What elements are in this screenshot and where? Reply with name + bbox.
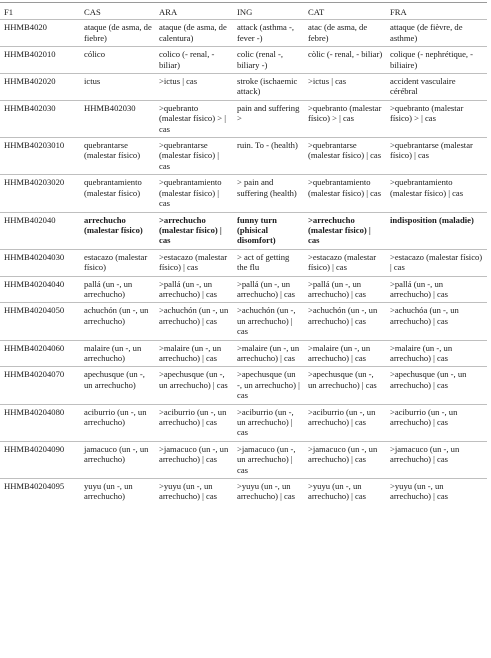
table-body xyxy=(0,20,487,505)
table-cell-ara: >ictus | cas xyxy=(155,74,233,101)
table-cell-ara: >quebrantarse (malestar físico) | cas xyxy=(155,138,233,175)
table-cell-fra: >apechusque (un -, un arrechucho) | cas xyxy=(386,367,487,404)
table-cell-fra: indisposition (maladie) xyxy=(386,212,487,249)
table-cell-ara: >achuchón (un -, un arrechucho) | cas xyxy=(155,303,233,340)
table-cell-cat: >quebrantamiento (malestar físico) | cas xyxy=(304,175,386,212)
table-cell-ing: >pallá (un -, un arrechucho) | cas xyxy=(233,276,304,303)
table-cell-cas: malaire (un -, un arrechucho) xyxy=(80,340,155,367)
table-row xyxy=(0,20,487,47)
table-cell-cas: quebrantarse (malestar físico) xyxy=(80,138,155,175)
table-cell-ara: >aciburrio (un -, un arrechucho) | cas xyxy=(155,404,233,441)
column-header-fra: FRA xyxy=(386,3,487,20)
table-cell-cas: yuyu (un -, un arrechucho) xyxy=(80,479,155,505)
table-cell-fra: >quebrantarse (malestar físico) | cas xyxy=(386,138,487,175)
table-cell-f1: HHMB40204080 xyxy=(0,404,80,441)
table-cell-ara: >estacazo (malestar físico) | cas xyxy=(155,249,233,276)
table-cell-ing: pain and suffering > xyxy=(233,100,304,137)
table-row xyxy=(0,175,487,212)
table-cell-fra: attaque (de fièvre, de asthme) xyxy=(386,20,487,47)
table-cell-fra: colique (- nephrétique, - biliaire) xyxy=(386,47,487,74)
table-cell-cat: >estacazo (malestar físico) | cas xyxy=(304,249,386,276)
table-cell-ing: >yuyu (un -, un arrechucho) | cas xyxy=(233,479,304,505)
table-cell-ing: > pain and suffering (health) xyxy=(233,175,304,212)
table-cell-cat: >jamacuco (un -, un arrechucho) | cas xyxy=(304,441,386,478)
table-cell-cas: aciburrio (un -, un arrechucho) xyxy=(80,404,155,441)
table-cell-fra: >malaire (un -, un arrechucho) | cas xyxy=(386,340,487,367)
column-header-cat: CAT xyxy=(304,3,386,20)
table-cell-f1: HHMB40204070 xyxy=(0,367,80,404)
table-cell-ing: >achuchón (un -, un arrechucho) | cas xyxy=(233,303,304,340)
table-cell-fra: >aciburrio (un -, un arrechucho) | cas xyxy=(386,404,487,441)
table-cell-ing: stroke (ischaemic attack) xyxy=(233,74,304,101)
table-cell-f1: HHMB40203010 xyxy=(0,138,80,175)
table-cell-ara: colico (- renal, - biliar) xyxy=(155,47,233,74)
table-row xyxy=(0,100,487,137)
column-header-ing: ING xyxy=(233,3,304,20)
table-row xyxy=(0,47,487,74)
table-cell-f1: HHMB40204040 xyxy=(0,276,80,303)
table-cell-f1: HHMB40204050 xyxy=(0,303,80,340)
table-cell-cas: achuchón (un -, un arrechucho) xyxy=(80,303,155,340)
terminology-table xyxy=(0,2,487,505)
table-cell-ara: >quebranto (malestar físico) > | cas xyxy=(155,100,233,137)
table-row xyxy=(0,303,487,340)
table-header-row xyxy=(0,3,487,20)
table-cell-cat: >arrechucho (malestar físico) | cas xyxy=(304,212,386,249)
table-row xyxy=(0,479,487,505)
table-cell-ing: > act of getting the flu xyxy=(233,249,304,276)
table-cell-fra: >quebranto (malestar físico) > | cas xyxy=(386,100,487,137)
table-cell-ing: >apechusque (un -, un arrechucho) | cas xyxy=(233,367,304,404)
table-cell-ara: >yuyu (un -, un arrechucho) | cas xyxy=(155,479,233,505)
table-cell-fra: >estacazo (malestar físico) | cas xyxy=(386,249,487,276)
table-cell-cas: apechusque (un -, un arrechucho) xyxy=(80,367,155,404)
table-cell-f1: HHMB402020 xyxy=(0,74,80,101)
table-cell-ing: funny turn (phisical disomfort) xyxy=(233,212,304,249)
table-cell-ara: >arrechucho (malestar físico) | cas xyxy=(155,212,233,249)
table-cell-ara: >malaire (un -, un arrechucho) | cas xyxy=(155,340,233,367)
table-cell-f1: HHMB40204090 xyxy=(0,441,80,478)
table-cell-ing: colic (renal -, biliary -) xyxy=(233,47,304,74)
table-cell-cas: cólico xyxy=(80,47,155,74)
column-header-f1: F1 xyxy=(0,3,80,20)
table-cell-cas: estacazo (malestar físico) xyxy=(80,249,155,276)
table-cell-cas: jamacuco (un -, un arrechucho) xyxy=(80,441,155,478)
table-cell-cat: >apechusque (un -, un arrechucho) | cas xyxy=(304,367,386,404)
table-cell-f1: HHMB40204030 xyxy=(0,249,80,276)
table-cell-ing: attack (asthma -, fever -) xyxy=(233,20,304,47)
table-row xyxy=(0,441,487,478)
table-row xyxy=(0,404,487,441)
table-cell-f1: HHMB40203020 xyxy=(0,175,80,212)
table-cell-cat: >malaire (un -, un arrechucho) | cas xyxy=(304,340,386,367)
table-cell-ara: ataque (de asma, de calentura) xyxy=(155,20,233,47)
table-cell-ara: >jamacuco (un -, un arrechucho) | cas xyxy=(155,441,233,478)
table-row xyxy=(0,74,487,101)
table-cell-fra: >jamacuco (un -, un arrechucho) | cas xyxy=(386,441,487,478)
table-row xyxy=(0,212,487,249)
table-cell-cas: quebrantamiento (malestar físico) xyxy=(80,175,155,212)
table-cell-cat: >quebranto (malestar físico) > | cas xyxy=(304,100,386,137)
table-cell-ing: >aciburrio (un -, un arrechucho) | cas xyxy=(233,404,304,441)
table-row xyxy=(0,276,487,303)
table-cell-ing: >jamacuco (un -, un arrechucho) | cas xyxy=(233,441,304,478)
table-cell-f1: HHMB402030 xyxy=(0,100,80,137)
table-cell-cas: arrechucho (malestar físico) xyxy=(80,212,155,249)
table-row xyxy=(0,367,487,404)
table-cell-cat: atac (de asma, de febre) xyxy=(304,20,386,47)
table-cell-f1: HHMB4020 xyxy=(0,20,80,47)
table-row xyxy=(0,138,487,175)
table-cell-fra: >pallá (un -, un arrechucho) | cas xyxy=(386,276,487,303)
table-cell-cas: ictus xyxy=(80,74,155,101)
table-cell-ara: >quebrantamiento (malestar físico) | cas xyxy=(155,175,233,212)
table-cell-cat: >achuchón (un -, un arrechucho) | cas xyxy=(304,303,386,340)
table-cell-cat: còlic (- renal, - biliar) xyxy=(304,47,386,74)
table-cell-f1: HHMB40204060 xyxy=(0,340,80,367)
table-cell-cat: >yuyu (un -, un arrechucho) | cas xyxy=(304,479,386,505)
table-cell-f1: HHMB402010 xyxy=(0,47,80,74)
table-cell-ing: ruin. To - (health) xyxy=(233,138,304,175)
table-cell-cat: >pallá (un -, un arrechucho) | cas xyxy=(304,276,386,303)
table-cell-fra: >quebrantamiento (malestar físico) | cas xyxy=(386,175,487,212)
column-header-ara: ARA xyxy=(155,3,233,20)
table-cell-fra: >achuchóa (un -, un arrechucho) | cas xyxy=(386,303,487,340)
table-cell-ara: >pallá (un -, un arrechucho) | cas xyxy=(155,276,233,303)
table-cell-cat: >aciburrio (un -, un arrechucho) | cas xyxy=(304,404,386,441)
column-header-cas: CAS xyxy=(80,3,155,20)
table-cell-ara: >apechusque (un -, un arrechucho) | cas xyxy=(155,367,233,404)
table-row xyxy=(0,340,487,367)
table-cell-cas: pallá (un -, un arrechucho) xyxy=(80,276,155,303)
table-cell-fra: accident vasculaire cérébral xyxy=(386,74,487,101)
table-cell-cat: >quebrantarse (malestar físico) | cas xyxy=(304,138,386,175)
table-cell-fra: >yuyu (un -, un arrechucho) | cas xyxy=(386,479,487,505)
table-cell-cat: >ictus | cas xyxy=(304,74,386,101)
table-row xyxy=(0,249,487,276)
table-cell-cas: HHMB402030 xyxy=(80,100,155,137)
table-cell-ing: >malaire (un -, un arrechucho) | cas xyxy=(233,340,304,367)
table-cell-cas: ataque (de asma, de fiebre) xyxy=(80,20,155,47)
table-cell-f1: HHMB402040 xyxy=(0,212,80,249)
table-cell-f1: HHMB40204095 xyxy=(0,479,80,505)
